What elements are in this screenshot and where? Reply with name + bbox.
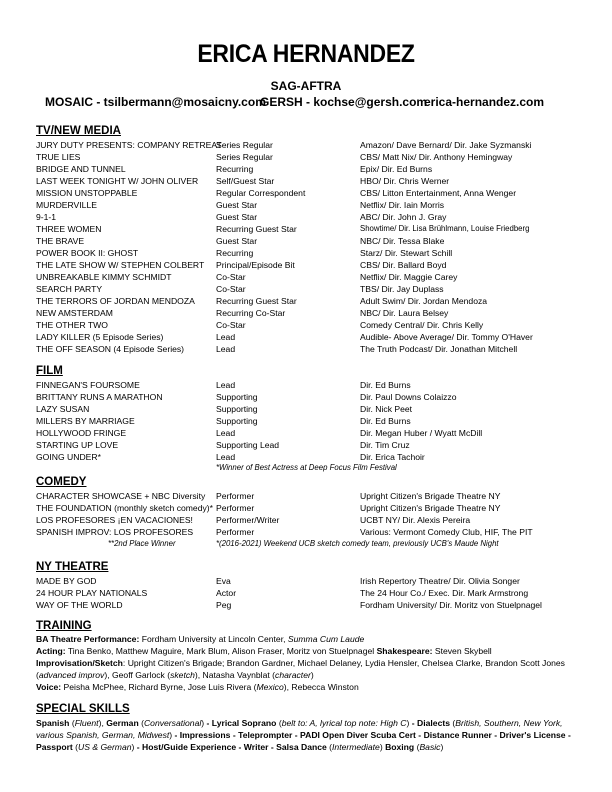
credit-title: THE OTHER TWO [36, 320, 108, 330]
special-skills-text: Spanish (Fluent), German (Conversational) - Lyrical Soprano (belt to: A, lyrical top note: High C) - Dialects (British, Southern, New York, various Spanish, German, Midwest) - Impressions - Teleprompter - PADI Open Diver Scuba Cert - Distance Runner - Driver's License - Passport (US & German) - Host/Guide Experience - Writer - Salsa Dance (Intermediate) Boxing (Basic) [36, 718, 571, 752]
credit-production: UCBT NY/ Dir. Alexis Pereira [360, 515, 471, 525]
credit-role: Performer [216, 503, 255, 513]
credit-production: Adult Swim/ Dir. Jordan Mendoza [360, 296, 488, 306]
credit-production: Starz/ Dir. Stewart Schill [360, 248, 453, 258]
credit-title: BRIDGE AND TUNNEL [36, 164, 126, 174]
film-credits-list [36, 379, 576, 463]
credit-role: Eva [216, 576, 231, 586]
credit-role: Performer/Writer [216, 515, 280, 525]
comedy-credit-row [36, 502, 576, 514]
tv-credit-row [36, 235, 576, 247]
contact-website: erica-hernandez.com [424, 95, 545, 109]
section-heading-theatre: NY THEATRE [36, 561, 109, 573]
credit-role: Recurring Guest Star [216, 296, 297, 306]
tv-credit-row [36, 211, 576, 223]
credit-title: THE OFF SEASON (4 Episode Series) [36, 344, 185, 354]
credit-title: LAST WEEK TONIGHT W/ JOHN OLIVER [36, 176, 199, 186]
credit-title: CHARACTER SHOWCASE + NBC Diversity [36, 491, 206, 501]
training-improv: Improvisation/Sketch: Upright Citizen's Brigade; Brandon Gardner, Michael Delaney, Lydia Hensler, Chelsea Clarke, Brandon Scott Jones (advanced improv), Geoff Garlock (sketch), Natasha Vaynblat (character) [36, 658, 565, 680]
training-acting: Acting: Tina Benko, Matthew Maguire, Mark Blum, Alison Fraser, Moritz von Stuelpnagel Shakespeare: Steven Skybell [36, 646, 492, 656]
credit-production: Various: Vermont Comedy Club, HIF, The PIT [360, 527, 533, 537]
credit-production: Fordham University/ Dir. Moritz von Stuelpnagel [360, 600, 542, 610]
credit-production: NBC/ Dir. Tessa Blake [360, 236, 445, 246]
comedy-credit-row [36, 490, 576, 502]
credit-production: Upright Citizen's Brigade Theatre NY [360, 491, 501, 501]
credit-role: Lead [216, 380, 236, 390]
credit-title: GOING UNDER* [36, 452, 101, 462]
credit-title: LAZY SUSAN [36, 404, 90, 414]
training-ba: BA Theatre Performance: Fordham University at Lincoln Center, Summa Cum Laude [36, 634, 365, 644]
comedy-credit-row [36, 526, 576, 538]
theatre-credit-row [36, 599, 576, 611]
actor-name: ERICA HERNANDEZ [197, 40, 415, 68]
credit-title: STARTING UP LOVE [36, 440, 119, 450]
credit-title: BRITTANY RUNS A MARATHON [36, 392, 163, 402]
credit-role: Recurring Guest Star [216, 224, 297, 234]
credit-role: Self/Guest Star [216, 176, 275, 186]
credit-role: Guest Star [216, 212, 258, 222]
tv-credit-row [36, 223, 576, 235]
credit-title: TRUE LIES [36, 152, 81, 162]
credit-production: HBO/ Dir. Chris Werner [360, 176, 450, 186]
credit-production: Irish Repertory Theatre/ Dir. Olivia Songer [360, 576, 520, 586]
credit-role: Supporting Lead [216, 440, 280, 450]
credit-production: CBS/ Matt Nix/ Dir. Anthony Hemingway [360, 152, 513, 162]
training-voice: Voice: Peisha McPhee, Richard Byrne, Jose Luis Rivera (Mexico), Rebecca Winston [36, 682, 359, 692]
credit-production: Epix/ Dir. Ed Burns [360, 164, 433, 174]
credit-production: TBS/ Dir. Jay Duplass [360, 284, 444, 294]
section-heading-tv: TV/NEW MEDIA [36, 125, 121, 137]
contact-mosaic: MOSAIC - tsilbermann@mosaicny.com [45, 95, 266, 109]
film-credit-row [36, 451, 576, 463]
tv-credit-row [36, 151, 576, 163]
credit-role: Lead [216, 344, 236, 354]
credit-title: WAY OF THE WORLD [36, 600, 123, 610]
credit-title: MURDERVILLE [36, 200, 97, 210]
credit-role: Recurring Co-Star [216, 308, 286, 318]
credit-title: MADE BY GOD [36, 576, 97, 586]
credit-role: Supporting [216, 416, 258, 426]
tv-credit-row [36, 343, 576, 355]
credit-title: SPANISH IMPROV: LOS PROFESORES [36, 527, 194, 537]
credit-production: Dir. Erica Tachoir [360, 452, 425, 462]
theatre-credit-row [36, 575, 576, 587]
credit-title: 9-1-1 [36, 212, 57, 222]
credit-production: Amazon/ Dave Bernard/ Dir. Jake Syzmanski [360, 140, 532, 150]
credit-production: The Truth Podcast/ Dir. Jonathan Mitchell [360, 344, 518, 354]
credit-role: Supporting [216, 404, 258, 414]
credit-role: Supporting [216, 392, 258, 402]
tv-credit-row [36, 307, 576, 319]
tv-credit-row [36, 139, 576, 151]
tv-credits-list [36, 139, 576, 355]
credit-title: MILLERS BY MARRIAGE [36, 416, 135, 426]
credit-title: THE BRAVE [36, 236, 85, 246]
credit-role: Regular Correspondent [216, 188, 306, 198]
tv-credit-row [36, 283, 576, 295]
credit-production: Audible- Above Average/ Dir. Tommy O'Haver [360, 332, 533, 342]
credit-production: CBS/ Dir. Ballard Boyd [360, 260, 447, 270]
credit-production: Netflix/ Dir. Iain Morris [360, 200, 445, 210]
tv-credit-row [36, 319, 576, 331]
credit-role: Series Regular [216, 140, 273, 150]
training-details [36, 633, 582, 693]
tv-credit-row [36, 199, 576, 211]
credit-title: FINNEGAN'S FOURSOME [36, 380, 140, 390]
tv-credit-row [36, 187, 576, 199]
tv-credit-row [36, 163, 576, 175]
film-footnote: *Winner of Best Actress at Deep Focus Film Festival [216, 463, 397, 472]
tv-credit-row [36, 175, 576, 187]
credit-role: Guest Star [216, 200, 258, 210]
credit-production: Showtime/ Dir. Lisa Brühlmann, Louise Friedberg [360, 224, 530, 233]
credit-role: Co-Star [216, 284, 246, 294]
credit-production: The 24 Hour Co./ Exec. Dir. Mark Armstrong [360, 588, 529, 598]
credit-title: NEW AMSTERDAM [36, 308, 113, 318]
credit-production: Upright Citizen's Brigade Theatre NY [360, 503, 501, 513]
credit-title: LOS PROFESORES ¡EN VACACIONES! [36, 515, 193, 525]
credit-production: Comedy Central/ Dir. Chris Kelly [360, 320, 484, 330]
credit-production: NBC/ Dir. Laura Belsey [360, 308, 449, 318]
credit-role: Co-Star [216, 320, 246, 330]
tv-credit-row [36, 247, 576, 259]
credit-role: Lead [216, 428, 236, 438]
credit-role: Guest Star [216, 236, 258, 246]
comedy-footnote-right: *(2016-2021) Weekend UCB sketch comedy team, previously UCB's Maude Night [216, 539, 499, 548]
credit-production: Dir. Nick Peet [360, 404, 413, 414]
section-heading-skills: SPECIAL SKILLS [36, 703, 130, 715]
credit-title: POWER BOOK II: GHOST [36, 248, 139, 258]
credit-production: Dir. Ed Burns [360, 416, 411, 426]
credit-title: MISSION UNSTOPPABLE [36, 188, 138, 198]
credit-production: Dir. Ed Burns [360, 380, 411, 390]
film-credit-row [36, 391, 576, 403]
theatre-credits-list [36, 575, 576, 611]
credit-title: HOLLYWOOD FRINGE [36, 428, 127, 438]
credit-title: LADY KILLER (5 Episode Series) [36, 332, 164, 342]
credit-title: THREE WOMEN [36, 224, 102, 234]
credit-title: THE TERRORS OF JORDAN MENDOZA [36, 296, 195, 306]
section-heading-training: TRAINING [36, 620, 92, 632]
contact-gersh: GERSH - kochse@gersh.com [260, 95, 428, 109]
credit-production: CBS/ Litton Entertainment, Anna Wenger [360, 188, 517, 198]
section-heading-film: FILM [36, 365, 63, 377]
credit-title: SEARCH PARTY [36, 284, 103, 294]
theatre-credit-row [36, 587, 576, 599]
film-credit-row [36, 415, 576, 427]
credit-role: Performer [216, 527, 255, 537]
credit-role: Lead [216, 452, 236, 462]
comedy-credit-row [36, 514, 576, 526]
credit-production: Netflix/ Dir. Maggie Carey [360, 272, 458, 282]
credit-role: Lead [216, 332, 236, 342]
credit-role: Recurring [216, 164, 254, 174]
film-credit-row [36, 439, 576, 451]
tv-credit-row [36, 331, 576, 343]
credit-production: Dir. Tim Cruz [360, 440, 410, 450]
credit-title: UNBREAKABLE KIMMY SCHMIDT [36, 272, 172, 282]
film-credit-row [36, 403, 576, 415]
union-affiliation: SAG-AFTRA [270, 79, 342, 93]
film-credit-row [36, 379, 576, 391]
tv-credit-row [36, 295, 576, 307]
tv-credit-row [36, 271, 576, 283]
credit-role: Performer [216, 491, 255, 501]
credit-production: Dir. Paul Downs Colaizzo [360, 392, 457, 402]
comedy-credits-list [36, 490, 576, 538]
credit-title: 24 HOUR PLAY NATIONALS [36, 588, 148, 598]
credit-production: Dir. Megan Huber / Wyatt McDill [360, 428, 483, 438]
credit-title: JURY DUTY PRESENTS: COMPANY RETREAT [36, 140, 222, 150]
section-heading-comedy: COMEDY [36, 476, 87, 488]
credit-role: Co-Star [216, 272, 246, 282]
credit-production: ABC/ Dir. John J. Gray [360, 212, 447, 222]
credit-role: Principal/Episode Bit [216, 260, 295, 270]
credit-role: Peg [216, 600, 232, 610]
tv-credit-row [36, 259, 576, 271]
film-credit-row [36, 427, 576, 439]
credit-role: Actor [216, 588, 237, 598]
credit-role: Series Regular [216, 152, 273, 162]
comedy-footnote-left: **2nd Place Winner [108, 539, 176, 548]
credit-title: THE FOUNDATION (monthly sketch comedy)* [36, 503, 213, 513]
credit-role: Recurring [216, 248, 254, 258]
credit-title: THE LATE SHOW W/ STEPHEN COLBERT [36, 260, 205, 270]
